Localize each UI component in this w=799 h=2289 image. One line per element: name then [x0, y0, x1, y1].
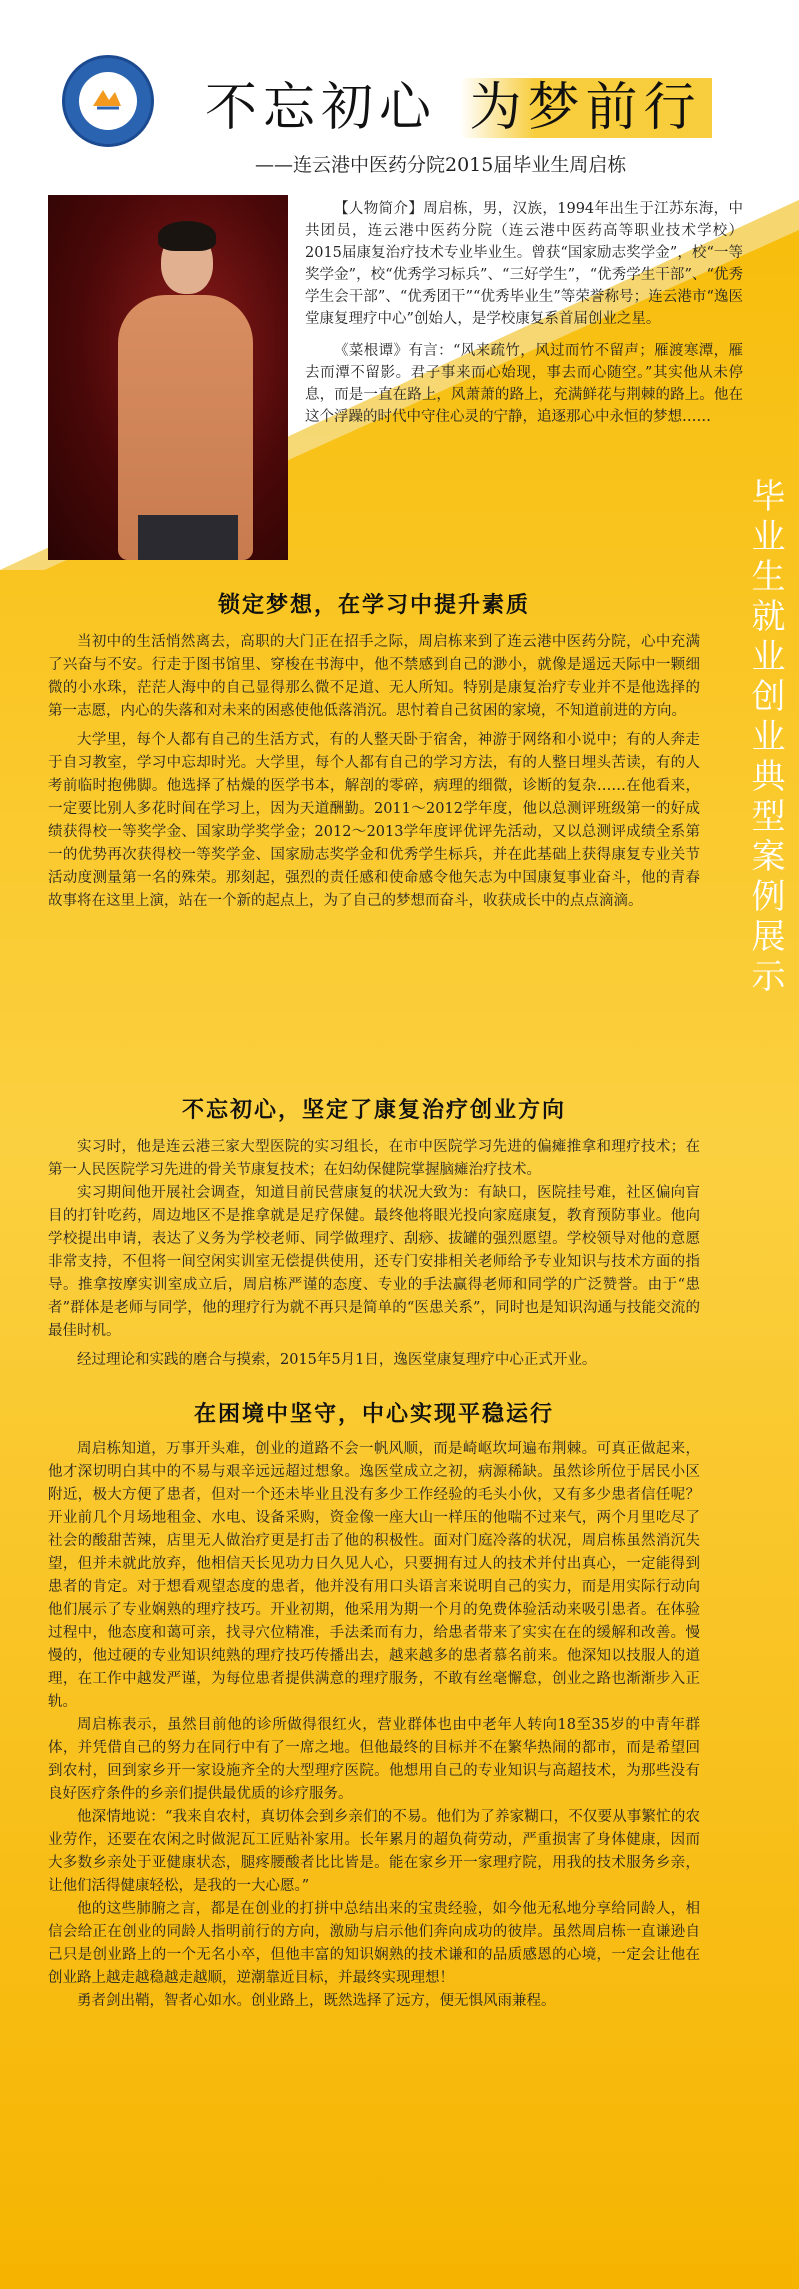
- page-title: [205, 65, 712, 140]
- school-logo: [62, 55, 154, 147]
- section-2-paragraph: 经过理论和实践的磨合与摸索，2015年5月1日，逸医堂康复理疗中心正式开业。: [77, 1352, 597, 1368]
- footer-band: [48, 2209, 702, 2289]
- section-2-paragraph: 实习时，他是连云港三家大型医院的实习组长，在市中医院学习先进的偏瘫推拿和理疗技术；在第一人民医院学习先进的骨关节康复技术；在妇幼保健院掌握脑瘫治疗技术。: [48, 1139, 700, 1178]
- section-3-paragraph: 他的这些肺腑之言，都是在创业的打拼中总结出来的宝贵经验，如今他无私地分享给同龄人，相信会给正在创业的同龄人指明前行的方向，激励与启示他们奔向成功的彼岸。虽然周启栋一直谦逊自己只是创业路上的一个无名小卒，但他丰富的知识娴熟的技术谦和的品质感恩的心境，一定会让他在创业路上越走越稳越走越顺，逆潮靠近目标，并最终实现理想！: [48, 1901, 700, 1986]
- sidebar-vertical-caption: 毕业生就业创业典型案例展示: [745, 478, 785, 998]
- section-3-paragraph: 勇者剑出鞘，智者心如水。创业路上，既然选择了远方，便无惧风雨兼程。: [77, 1993, 556, 2009]
- section-3-paragraph: 周启栋知道，万事开头难，创业的道路不会一帆风顺，而是崎岖坎坷遍布荆棘。可真正做起来，他才深切明白其中的不易与艰辛远远超过想象。逸医堂成立之初，病源稀缺。虽然诊所位于居民小区附近，极大方便了患者，但对一个还未毕业且没有多少工作经验的毛头小伙，又有多少患者信任呢？开业前几个月场地租金、水电、设备采购，资金像一座大山一样压的他喘不过来气，两个月里吃尽了社会的酸甜苦辣，店里无人做治疗更是打击了他的积极性。面对门庭冷落的状况，周启栋虽然消沉失望，但并未就此放弃，他相信天长见功力日久见人心，只要拥有过人的技术并付出真心，一定能得到患者的肯定。对于想看观望态度的患者，他并没有用口头语言来说明自己的实力，而是用实际行动向他们展示了专业娴熟的理疗技巧。开业初期，他采用为期一个月的免费体验活动来吸引患者。在体验过程中，他态度和蔼可亲，找寻穴位精准，手法柔而有力，给患者带来了实实在在的缓解和改善。慢慢的，他过硬的专业知识纯熟的理疗技巧传播出去，越来越多的患者慕名前来。他深知以技服人的道理，在工作中越发严谨，为每位患者提供满意的理疗服务，不敢有丝毫懈怠，创业之路也渐渐步入正轨。: [48, 1441, 700, 1710]
- section-3-heading: 在困境中坚守，中心实现平稳运行: [193, 1402, 554, 1427]
- section-1: [48, 588, 700, 913]
- title-part-1: 不忘初心: [205, 78, 438, 138]
- section-3-paragraph: 周启栋表示，虽然目前他的诊所做得很红火，营业群体也由中老年人转向18至35岁的中青年群体，并凭借自己的努力在同行中有了一席之地。但他最终的目标并不在繁华热闹的都市，而是希望回到农村，回到家乡开一家设施齐全的大型理疗医院。他想用自己的专业知识与高超技术，为那些没有良好医疗条件的乡亲们提供最优质的诊疗服务。: [48, 1717, 700, 1802]
- section-1-paragraph: 当初中的生活悄然离去，高职的大门正在招手之际，周启栋来到了连云港中医药分院，心中充满了兴奋与不安。行走于图书馆里、穿梭在书海中，他不禁感到自己的渺小，就像是遥远天际中一颗细微的小水珠，茫茫人海中的自己显得那么微不足道、无人所知。特别是康复治疗专业并不是他选择的第一志愿，内心的失落和对未来的困惑使他低落消沉。思忖着自己贫困的家境，不知道前进的方向。: [48, 634, 700, 719]
- section-3: [48, 1397, 700, 2013]
- section-2-paragraph: 实习期间他开展社会调查，知道目前民营康复的状况大致为：有缺口，医院挂号难，社区偏向盲目的打针吃药，周边地区不是推拿就是足疗保健。最终他将眼光投向家庭康复，教育预防事业。他向学校提出申请，表达了义务为学校老师、同学做理疗、刮痧、拔罐的强烈愿望。学校领导对他的意愿非常支持，不但将一间空闲实训室无偿提供使用，还专门安排相关老师给予专业知识与技术方面的指导。推拿按摩实训室成立后，周启栋严谨的态度、专业的手法赢得老师和同学的广泛赞誉。由于“患者”群体是老师与同学，他的理疗行为就不再只是简单的“医患关系”，同时也是知识沟通与技能交流的最佳时机。: [48, 1185, 700, 1339]
- section-1-heading: 锁定梦想，在学习中提升素质: [217, 593, 530, 618]
- portrait-photo: [48, 195, 288, 560]
- profile-intro: [305, 198, 743, 438]
- profile-bio: 【人物简介】周启栋，男，汉族，1994年出生于江苏东海，中共团员，连云港中医药分院（连云港中医药高等职业技术学校）2015届康复治疗技术专业毕业生。曾获“国家励志奖学金”，校“一等奖学金”，校“优秀学习标兵”、“三好学生”，“优秀学生干部”、“优秀学生会干部”、“优秀团干”“优秀毕业生”等荣誉称号；连云港市“逸医堂康复理疗中心”创始人，是学校康复系首届创业之星。: [305, 201, 743, 327]
- section-2-heading: 不忘初心，坚定了康复治疗创业方向: [181, 1098, 566, 1123]
- section-2: [48, 1093, 700, 1372]
- profile-quote: 《菜根谭》有言：“风来疏竹，风过而竹不留声；雁渡寒潭，雁去而潭不留影。君子事来而心始现，事去而心随空。”其实他从未停息，而是一直在路上，风萧萧的路上，充满鲜花与荆棘的路上。他在这个浮躁的时代中守住心灵的宁静，追逐那心中永恒的梦想……: [305, 343, 743, 425]
- section-1-paragraph: 大学里，每个人都有自己的生活方式，有的人整天卧于宿舍，神游于网络和小说中；有的人奔走于自习教室，学习中忘却时光。大学里，每个人都有自己的学习方法，有的人整日埋头苦读，有的人考前临时抱佛脚。他选择了枯燥的医学书本，解剖的零碎，病理的细微，诊断的复杂……在他看来，一定要比别人多花时间在学习上，因为天道酬勤。2011～2012学年度，他以总测评班级第一的好成绩获得校一等奖学金、国家助学奖学金；2012～2013学年度评优评先活动，又以总测评成绩全系第一的优势再次获得校一等奖学金、国家励志奖学金和优秀学生标兵，并在此基础上获得康复专业关节活动度测量第一名的殊荣。那刻起，强烈的责任感和使命感令他矢志为中国康复事业奋斗，他的青春故事将在这里上演，站在一个新的起点上，为了自己的梦想而奋斗，收获成长中的点点滴滴。: [48, 732, 700, 909]
- page-subtitle: ——连云港中医药分院2015届毕业生周启栋: [255, 154, 627, 176]
- section-3-paragraph: 他深情地说：“我来自农村，真切体会到乡亲们的不易。他们为了养家糊口，不仅要从事繁忙的农业劳作，还要在农闲之时做泥瓦工匠贴补家用。长年累月的超负荷劳动，严重损害了身体健康，因而大多数乡亲处于亚健康状态，腿疼腰酸者比比皆是。能在家乡开一家理疗院，用我的技术服务乡亲，让他们活得健康轻松，是我的一大心愿。”: [48, 1809, 700, 1894]
- logo-mark-icon: [89, 84, 125, 114]
- title-part-2: 为梦前行: [460, 78, 712, 138]
